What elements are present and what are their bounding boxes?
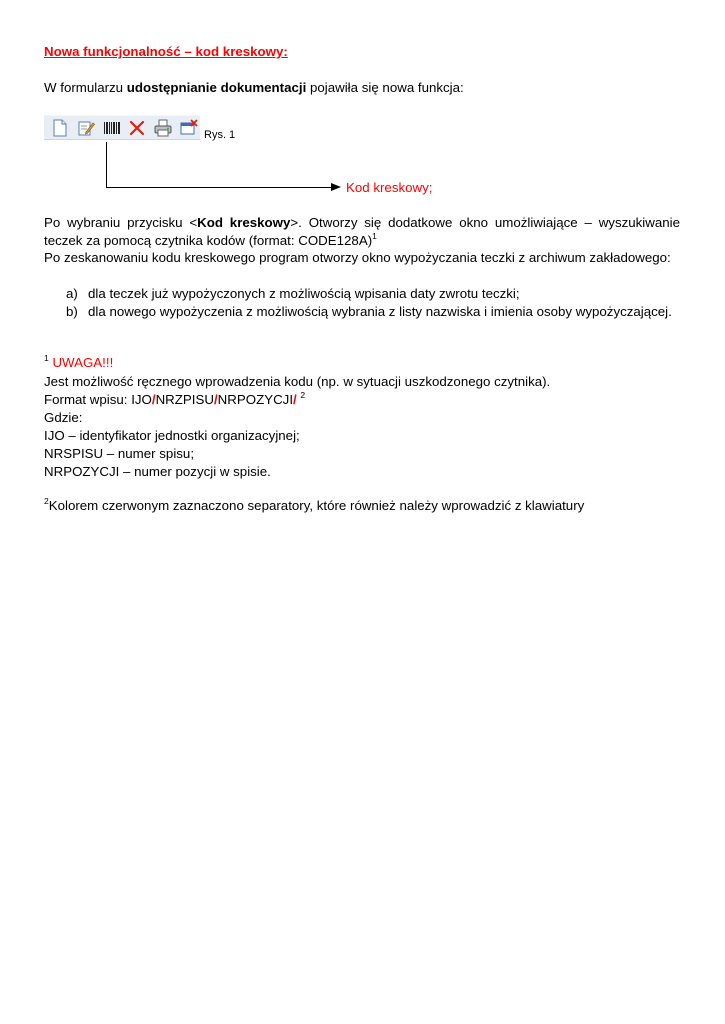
p1-text-bold: Kod kreskowy <box>197 215 291 230</box>
paragraph-2: Po zeskanowaniu kodu kreskowego program otworzy okno wypożyczania teczki z archiwum zakładowego: <box>44 250 671 265</box>
arrow-head-icon <box>331 183 341 191</box>
list-item-text: dla teczek już wypożyczonych z możliwością wpisania daty zwrotu teczki; <box>88 286 520 301</box>
separator-1: / <box>151 392 156 407</box>
p1-text-a: Po wybraniu przycisku < <box>44 215 198 230</box>
barcode-icon[interactable] <box>101 118 123 138</box>
format-line <box>44 389 306 407</box>
note-1-heading <box>44 352 114 370</box>
arrow-label: Kod kreskowy; <box>346 180 433 195</box>
note-2 <box>44 495 585 513</box>
footnote-ref-1: 1 <box>372 230 377 241</box>
definition-nrspisu: NRSPISU – numer spisu; <box>44 446 195 461</box>
note-1-line-1: Jest możliwość ręcznego wprowadzenia kodu (np. w sytuacji uszkodzonego czytnika). <box>44 374 551 389</box>
intro-line <box>44 80 464 95</box>
figure-caption: Rys. 1 <box>204 129 236 141</box>
footnote-ref-2: 2 <box>300 389 306 400</box>
window-close-icon[interactable] <box>178 118 200 138</box>
format-nrspisu: NRZPISU <box>155 392 214 407</box>
gdzie-label: Gdzie: <box>44 410 83 425</box>
list-item-text: dla nowego wypożyczenia z możliwością wybrania z listy nazwiska i imienia osoby wypożyczającej. <box>88 304 672 319</box>
intro-text-after: pojawiła się nowa funkcja: <box>306 80 464 95</box>
delete-x-icon[interactable] <box>126 118 148 138</box>
toolbar-figure <box>44 115 200 140</box>
format-label: Format wpisu: IJO <box>44 392 152 407</box>
paragraph-1-line-1 <box>44 214 680 231</box>
p1-line2-text: teczek za pomocą czytnika kodów (format: CODE128A) <box>44 233 373 248</box>
list-marker: b) <box>66 304 78 319</box>
separator-2: / <box>213 392 218 407</box>
intro-text-bold: udostępnianie dokumentacji <box>126 80 307 95</box>
edit-document-icon[interactable] <box>75 118 97 138</box>
note-2-text: Kolorem czerwonym zaznaczono separatory, które również należy wprowadzić z klawiatury <box>48 498 585 513</box>
footnote-marker-1: 1 <box>44 352 49 363</box>
doc-title: Nowa funkcjonalność – kod kreskowy: <box>44 44 288 59</box>
connector-vertical-line <box>106 142 107 188</box>
connector-horizontal-line <box>106 187 332 188</box>
intro-text-before: W formularzu <box>44 80 127 95</box>
footnote-marker-2: 2 <box>44 495 49 506</box>
new-document-icon[interactable] <box>49 118 71 138</box>
warning-title: UWAGA!!! <box>52 355 114 370</box>
definition-nrpozycji: NRPOZYCJI – numer pozycji w spisie. <box>44 464 271 479</box>
format-nrpozycji: NRPOZYCJI <box>217 392 294 407</box>
list-marker: a) <box>66 286 78 301</box>
separator-3: / <box>293 392 297 407</box>
printer-icon[interactable] <box>152 118 174 138</box>
definition-ijo: IJO – identyfikator jednostki organizacyjnej; <box>44 428 300 443</box>
paragraph-1-line-2 <box>44 230 377 248</box>
p1-text-b: >. Otworzy się dodatkowe okno umożliwiające – wyszukiwanie <box>290 215 680 230</box>
